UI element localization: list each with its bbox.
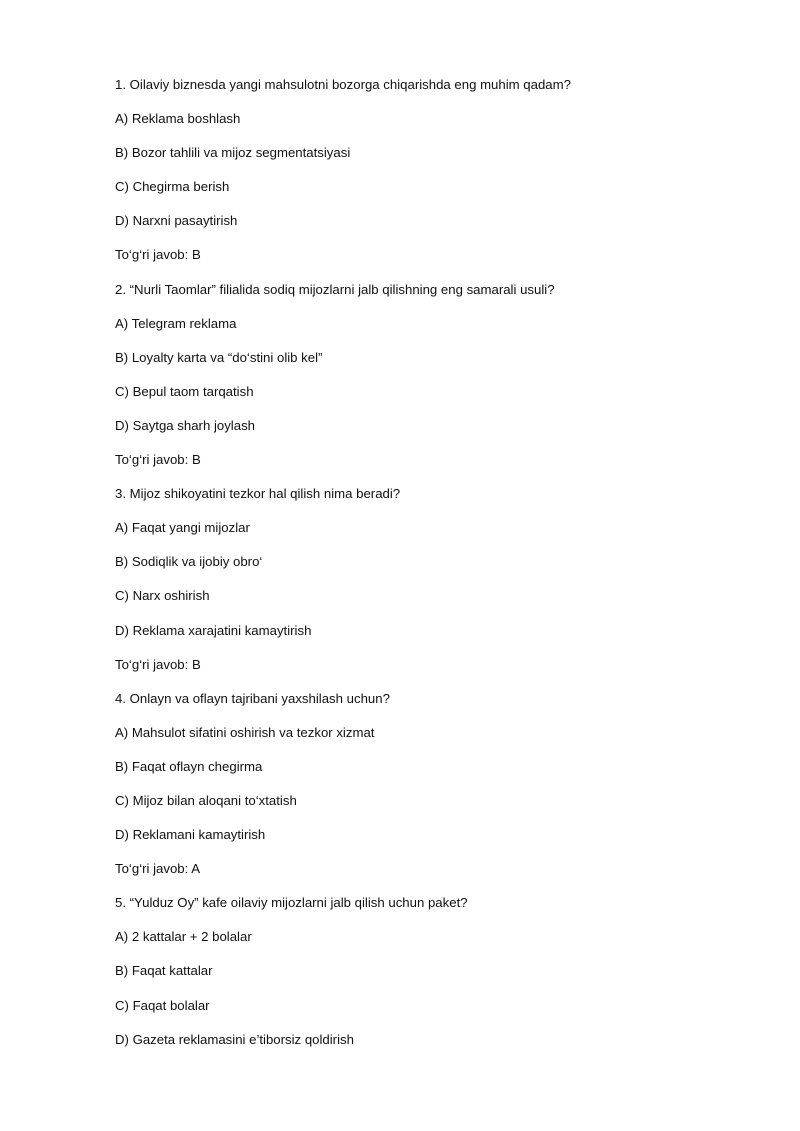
option-a: A) Mahsulot sifatini oshirish va tezkor xizmat — [115, 724, 375, 740]
option-b: B) Loyalty karta va “do‘stini olib kel” — [115, 349, 323, 365]
correct-answer: To‘g‘ri javob: B — [115, 656, 201, 672]
correct-answer: To‘g‘ri javob: B — [115, 452, 201, 468]
correct-answer: To‘g‘ri javob: A — [115, 861, 201, 877]
document-page — [115, 76, 755, 1065]
option-c: C) Narx oshirish — [115, 588, 210, 604]
option-a: A) 2 kattalar + 2 bolalar — [115, 929, 252, 945]
question-text: 2. “Nurli Taomlar” filialida sodiq mijozlarni jalb qilishning eng samarali usuli? — [115, 281, 555, 297]
option-d: D) Narxni pasaytirish — [115, 213, 238, 229]
option-c: C) Bepul taom tarqatish — [115, 383, 254, 399]
option-b: B) Sodiqlik va ijobiy obro‘ — [115, 554, 263, 570]
question-text: 4. Onlayn va oflayn tajribani yaxshilash uchun? — [115, 690, 390, 706]
option-d: D) Reklama xarajatini kamaytirish — [115, 622, 312, 638]
option-a: A) Reklama boshlash — [115, 111, 241, 127]
question-text: 5. “Yulduz Oy” kafe oilaviy mijozlarni jalb qilish uchun paket? — [115, 895, 468, 911]
option-c: C) Mijoz bilan aloqani to‘xtatish — [115, 792, 297, 808]
correct-answer: To‘g‘ri javob: B — [115, 247, 201, 263]
question-text: 3. Mijoz shikoyatini tezkor hal qilish nima beradi? — [115, 486, 401, 502]
option-c: C) Faqat bolalar — [115, 997, 210, 1013]
option-b: B) Faqat oflayn chegirma — [115, 758, 263, 774]
option-b: B) Faqat kattalar — [115, 963, 213, 979]
option-d: D) Gazeta reklamasini e’tiborsiz qoldirish — [115, 1031, 354, 1047]
option-d: D) Reklamani kamaytirish — [115, 827, 266, 843]
option-c: C) Chegirma berish — [115, 179, 230, 195]
option-a: A) Faqat yangi mijozlar — [115, 520, 250, 536]
option-a: A) Telegram reklama — [115, 315, 237, 331]
option-b: B) Bozor tahlili va mijoz segmentatsiyasi — [115, 145, 351, 161]
option-d: D) Saytga sharh joylash — [115, 417, 256, 433]
question-text: 1. Oilaviy biznesda yangi mahsulotni bozorga chiqarishda eng muhim qadam? — [115, 77, 571, 92]
